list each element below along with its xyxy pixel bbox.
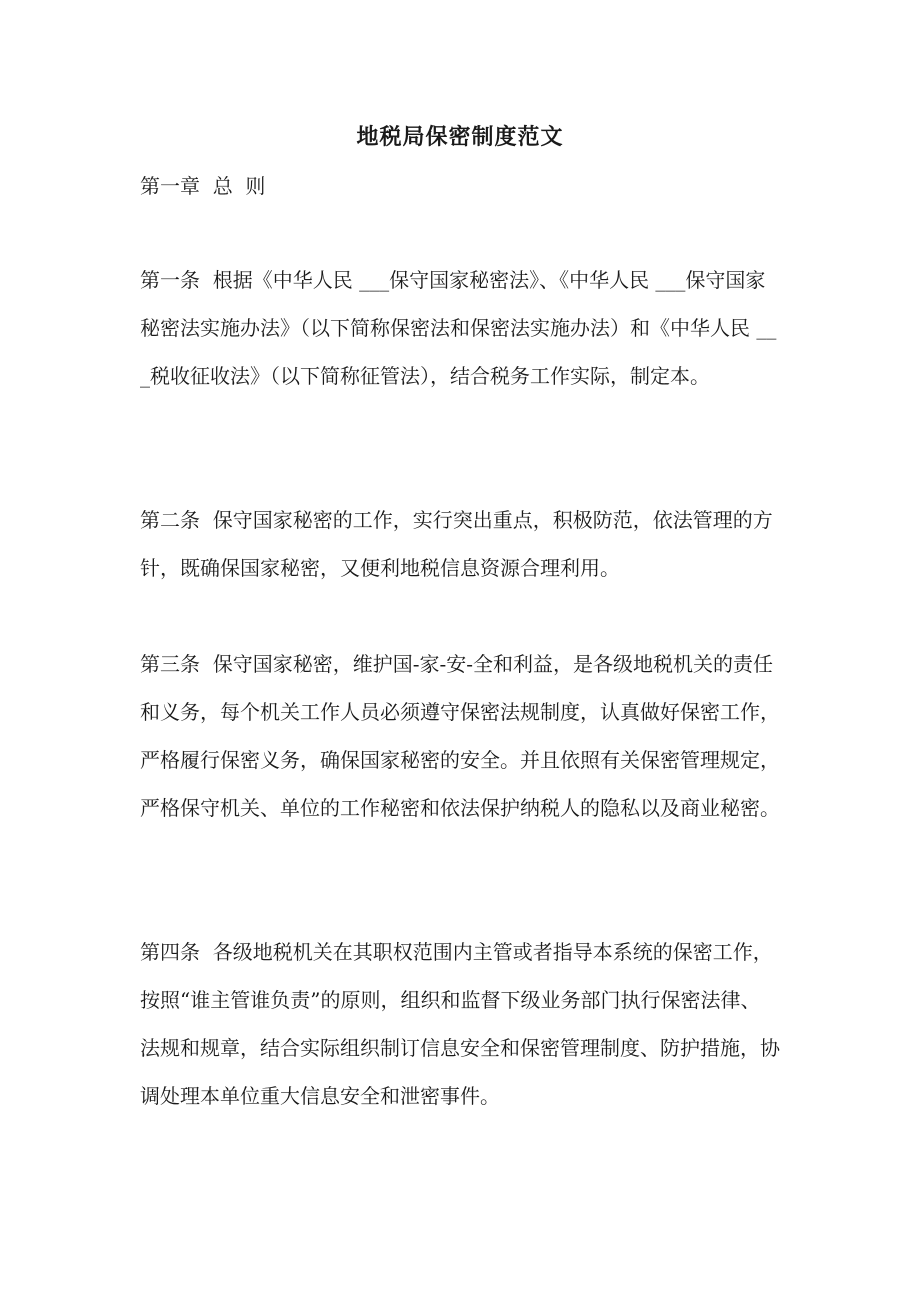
article-2: 第二条 保守国家秘密的工作，实行突出重点，积极防范，依法管理的方针，既确保国家秘密，又便利地税信息资源合理利用。 [140, 508, 773, 580]
article-4: 第四条 各级地税机关在其职权范围内主管或者指导本系统的保密工作，按照“谁主管谁负责”的原则，组织和监督下级业务部门执行保密法律、法规和规章，结合实际组织制订信息安全和保密管理制度、防护措施，协调处理本单位重大信息安全和泄密事件。 [140, 940, 780, 1108]
document-title: 地税局保密制度范文 [356, 125, 564, 150]
article-3: 第三条 保守国家秘密，维护国-家-安-全和利益，是各级地税机关的责任和义务，每个机关工作人员必须遵守保密法规制度，认真做好保密工作，严格履行保密义务，确保国家秘密的安全。并且依照有关保密管理规定，严格保守机关、单位的工作秘密和依法保护纳税人的隐私以及商业秘密。 [140, 652, 780, 820]
chapter-heading: 第一章 总 则 [140, 174, 266, 198]
article-1: 第一条 根据《中华人民 ___保守国家秘密法》、《中华人民 ___保守国家秘密法实施办法》（以下简称保密法和保密法实施办法）和《中华人民 ___税收征收法》（以下简称征管法），结合税务工作实际，制定本。 [140, 268, 777, 388]
